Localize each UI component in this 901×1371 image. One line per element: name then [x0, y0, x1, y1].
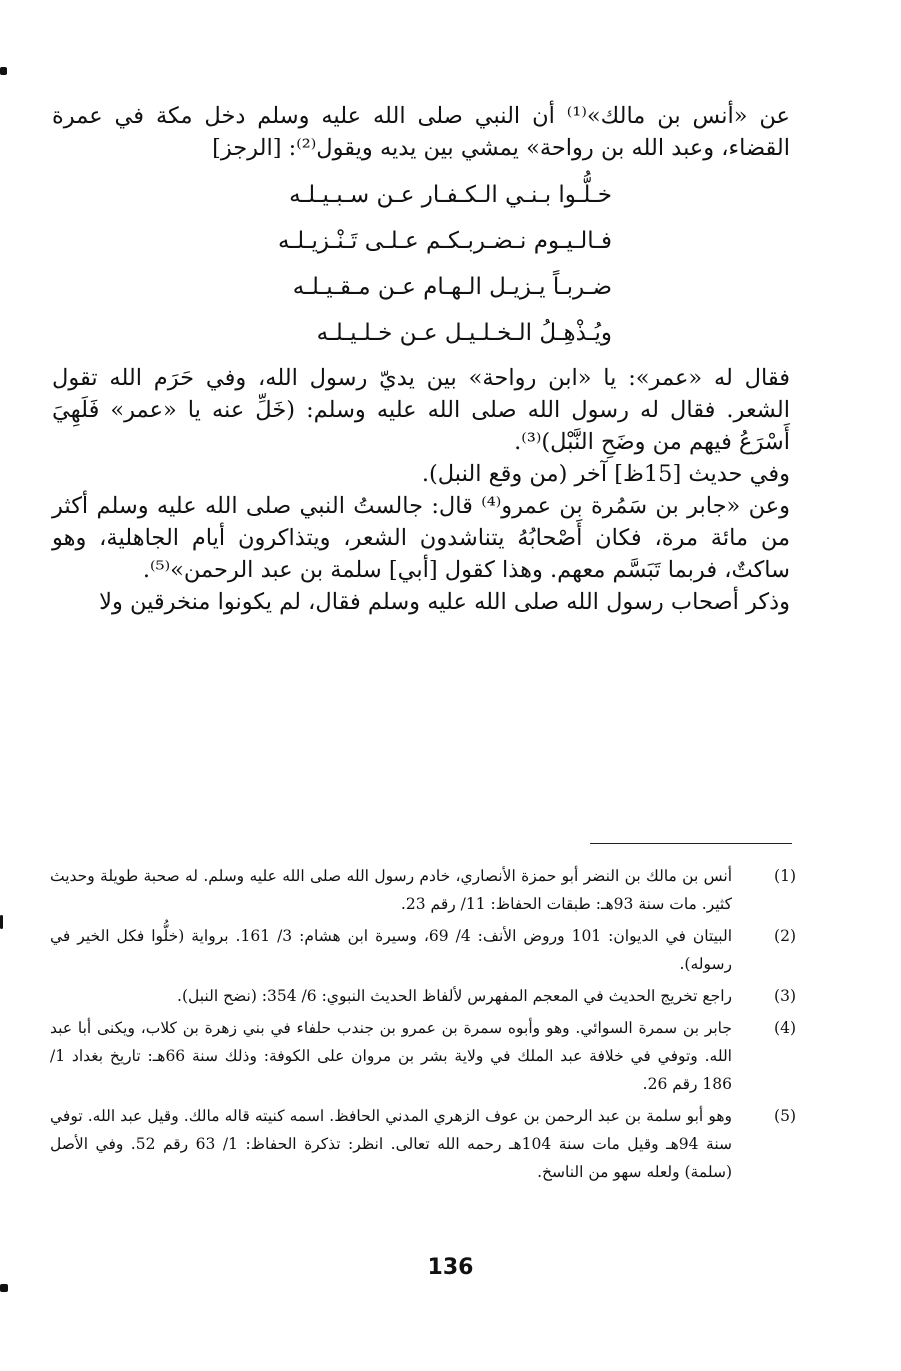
scan-mark [0, 915, 3, 929]
footnote [50, 982, 796, 1010]
page-number: 136 [427, 1255, 474, 1280]
footnotes [50, 862, 796, 1190]
footnote-number: (2) [774, 927, 796, 945]
verse-line: ضـربـاً يـزيـل الـهـام عـن مـقـيـلـه [292, 274, 612, 300]
paragraph-1: عن «أنس بن مالك»⁽¹⁾ أن النبي صلى الله عليه وسلم دخل مكة في عمرة القضاء، وعبد الله بن رواحة» يمشي بين يديه ويقول⁽²⁾: [الرجز] [52, 103, 790, 161]
verse-line: خـلُّـوا بـنـي الـكـفـار عـن سـبـيـلـه [289, 182, 612, 208]
poem-verses [52, 172, 790, 356]
footnote-number: (3) [774, 987, 796, 1005]
footnote-separator [590, 843, 792, 844]
footnote-text: البيتان في الديوان: 101 وروض الأنف: 4/ 69، وسيرة ابن هشام: 3/ 161. برواية (خلُّوا فكل الخير في رسوله). [50, 927, 733, 973]
footnote-number: (4) [774, 1019, 796, 1037]
footnote [50, 862, 796, 918]
footnote [50, 1102, 796, 1186]
footnote-number: (5) [774, 1107, 796, 1125]
footnote-text: وهو أبو سلمة بن عبد الرحمن بن عوف الزهري المدني الحافظ. اسمه كنيته قاله مالك. وقيل عبد الله. توفي سنة 94هـ وقيل مات سنة 104هـ رحمه الله تعالى. انظر: تذكرة الحفاظ: 1/ 63 رقم 52. وفي الأصل (سلمة) ولعله سهو من الناسخ. [50, 1107, 732, 1181]
paragraph-3: وفي حديث [15ظ] آخر (من وقع النبل). [421, 461, 790, 487]
verse-line: فـالـيـوم نـضـربـكـم عـلـى تَـنْـزيـلـه [278, 228, 612, 254]
footnote-text: أنس بن مالك بن النضر أبو حمزة الأنصاري، خادم رسول الله صلى الله عليه وسلم. له صحبة طويلة وحديث كثير. مات سنة 93هـ: طبقات الحفاظ: 11/ رقم 23. [50, 867, 732, 913]
paragraph-4: وعن «جابر بن سَمُرة بن عمرو⁽⁴⁾ قال: جالستُ النبي صلى الله عليه وسلم أكثر من مائة مرة، فكان أَصْحابُهُ يتناشدون الشعر، ويتذاكرون أيام الجاهلية، وهو ساكتٌ، فربما تَبَسَّم معهم. وهذا كقول [أبي] سلمة بن عبد الرحمن»⁽⁵⁾. [52, 493, 790, 583]
paragraph-2: فقال له «عمر»: يا «ابن رواحة» بين يديّ رسول الله، وفي حَرَم الله تقول الشعر. فقال له رسول الله صلى الله عليه وسلم: (خَلِّ عنه يا «عمر» فَلَهِيَ أَسْرَعُ فيهم من وضَحِ النَّبْل)⁽³⁾. [52, 365, 790, 455]
scan-mark [0, 1284, 8, 1292]
paragraph-5: وذكر أصحاب رسول الله صلى الله عليه وسلم فقال، لم يكونوا منخرقين ولا [99, 589, 790, 615]
footnote-text: راجع تخريج الحديث في المعجم المفهرس لألفاظ الحديث النبوي: 6/ 354: (نضح النبل). [177, 987, 732, 1005]
footnote [50, 1014, 796, 1098]
footnote-number: (1) [774, 867, 796, 885]
verse-line: ويُـذْهِـلُ الـخـلـيـل عـن خـلـيـلـه [316, 320, 612, 346]
footnote-text: جابر بن سمرة السوائي. وهو وأبوه سمرة بن عمرو بن جندب حلفاء في بني زهرة بن كلاب، ويكنى أبا عبد الله. وتوفي في خلافة عبد الملك في ولاية بشر بن مروان على الكوفة: وذلك سنة 66هـ: تاريخ بغداد 1/ 186 رقم 26. [50, 1019, 732, 1093]
footnote [50, 922, 796, 978]
main-text [52, 100, 790, 618]
scan-mark [0, 67, 7, 75]
